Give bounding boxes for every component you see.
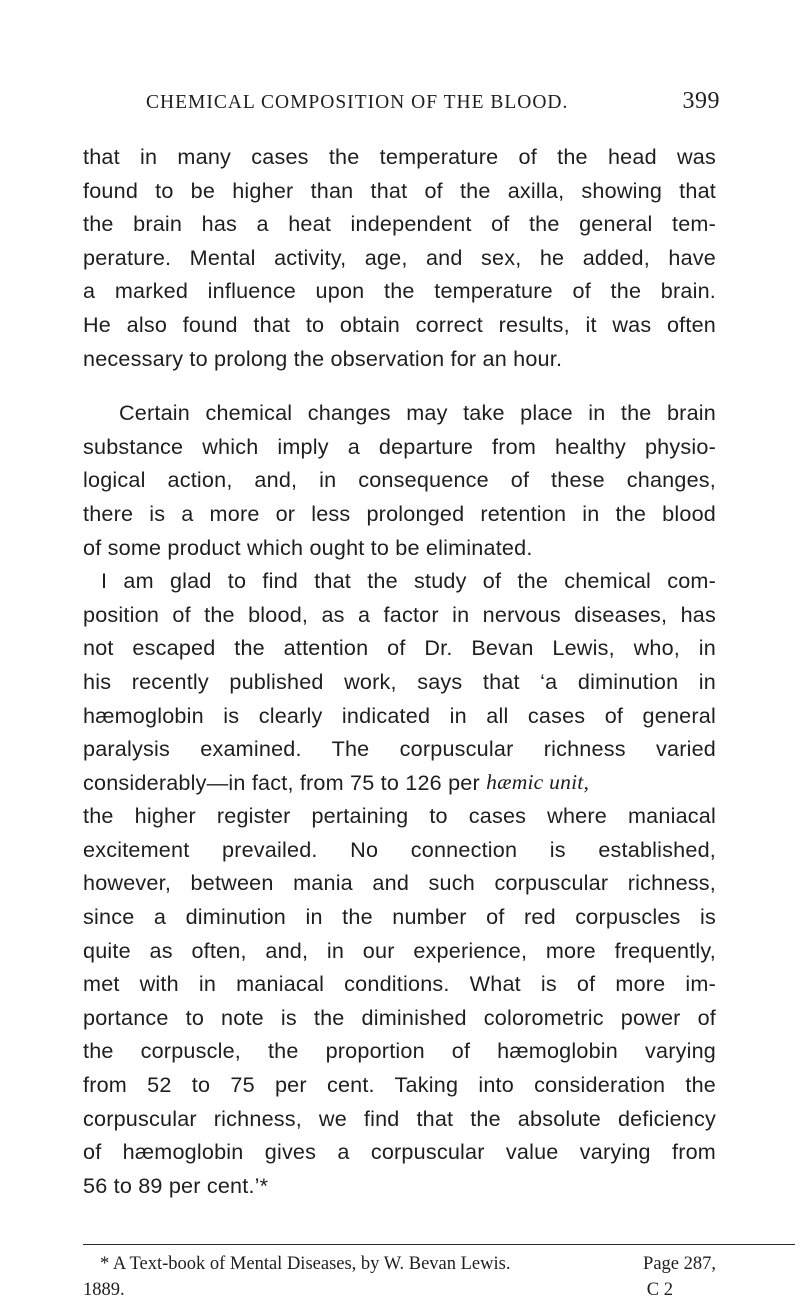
text-line: quite as often, and, in our experience, more frequently,: [83, 937, 716, 963]
text-line: excitement prevailed. No connection is established,: [83, 836, 716, 862]
text-line: a marked influence upon the temperature of the brain.: [83, 278, 716, 304]
footnote-text: A Text-book of Mental Diseases, by W. Bevan Lewis.: [112, 1254, 511, 1274]
text-line: his recently published work, says that ‘a diminution in: [83, 668, 716, 694]
footnote-divider: [83, 1244, 795, 1245]
body-text: [83, 140, 716, 1202]
text-line: position of the blood, as a factor in nervous diseases, has: [83, 601, 716, 627]
text-line: considerably—in fact, from 75 to 126 per hæmic unit,: [83, 766, 716, 800]
text-line: 56 to 89 per cent.’*: [83, 1172, 269, 1198]
text-line: portance to note is the diminished colorometric power of: [83, 1004, 716, 1030]
text-line: since a diminution in the number of red corpuscles is: [83, 904, 716, 930]
text-line: Certain chemical changes may take place in the brain: [119, 400, 716, 426]
running-header: [146, 88, 720, 115]
text-line: found to be higher than that of the axilla, showing that: [83, 177, 716, 203]
text-line: from 52 to 75 per cent. Taking into consideration the: [83, 1072, 716, 1098]
running-title: CHEMICAL COMPOSITION OF THE BLOOD.: [146, 92, 569, 113]
footnote-page-ref: Page 287,: [643, 1254, 716, 1274]
page-number: 399: [682, 88, 720, 114]
text-line: logical action, and, in consequence of these changes,: [83, 467, 716, 493]
text-line: there is a more or less prolonged retention in the blood: [83, 500, 716, 526]
footnote-year: 1889.: [83, 1280, 125, 1300]
text-line: the brain has a heat independent of the general tem-: [83, 211, 716, 237]
text-line: the corpuscle, the proportion of hæmoglobin varying: [83, 1038, 716, 1064]
text-line: of some product which ought to be eliminated.: [83, 534, 533, 560]
text-line: the higher register pertaining to cases where maniacal: [83, 803, 716, 829]
footnote: [83, 1251, 716, 1303]
italic-term: hæmic unit,: [486, 769, 590, 794]
text-line: hæmoglobin is clearly indicated in all cases of general: [83, 702, 716, 728]
text-line: substance which imply a departure from healthy physio-: [83, 433, 716, 459]
text-line: He also found that to obtain correct results, it was often: [83, 311, 716, 337]
text-line: that in many cases the temperature of the head was: [83, 144, 716, 169]
signature-mark: C 2: [646, 1280, 673, 1300]
text-line: however, between mania and such corpuscular richness,: [83, 870, 716, 896]
footnote-marker: *: [100, 1254, 110, 1274]
text-line: necessary to prolong the observation for an hour.: [83, 345, 563, 371]
text-line: perature. Mental activity, age, and sex, he added, have: [83, 244, 716, 270]
text-line: of hæmoglobin gives a corpuscular value varying from: [83, 1139, 716, 1165]
text-line: corpuscular richness, we find that the absolute deficiency: [83, 1105, 716, 1131]
text-line: I am glad to find that the study of the chemical com-: [101, 568, 716, 594]
text-line: paralysis examined. The corpuscular richness varied: [83, 736, 716, 762]
text-line: not escaped the attention of Dr. Bevan Lewis, who, in: [83, 635, 716, 661]
text-line: met with in maniacal conditions. What is of more im-: [83, 971, 716, 997]
